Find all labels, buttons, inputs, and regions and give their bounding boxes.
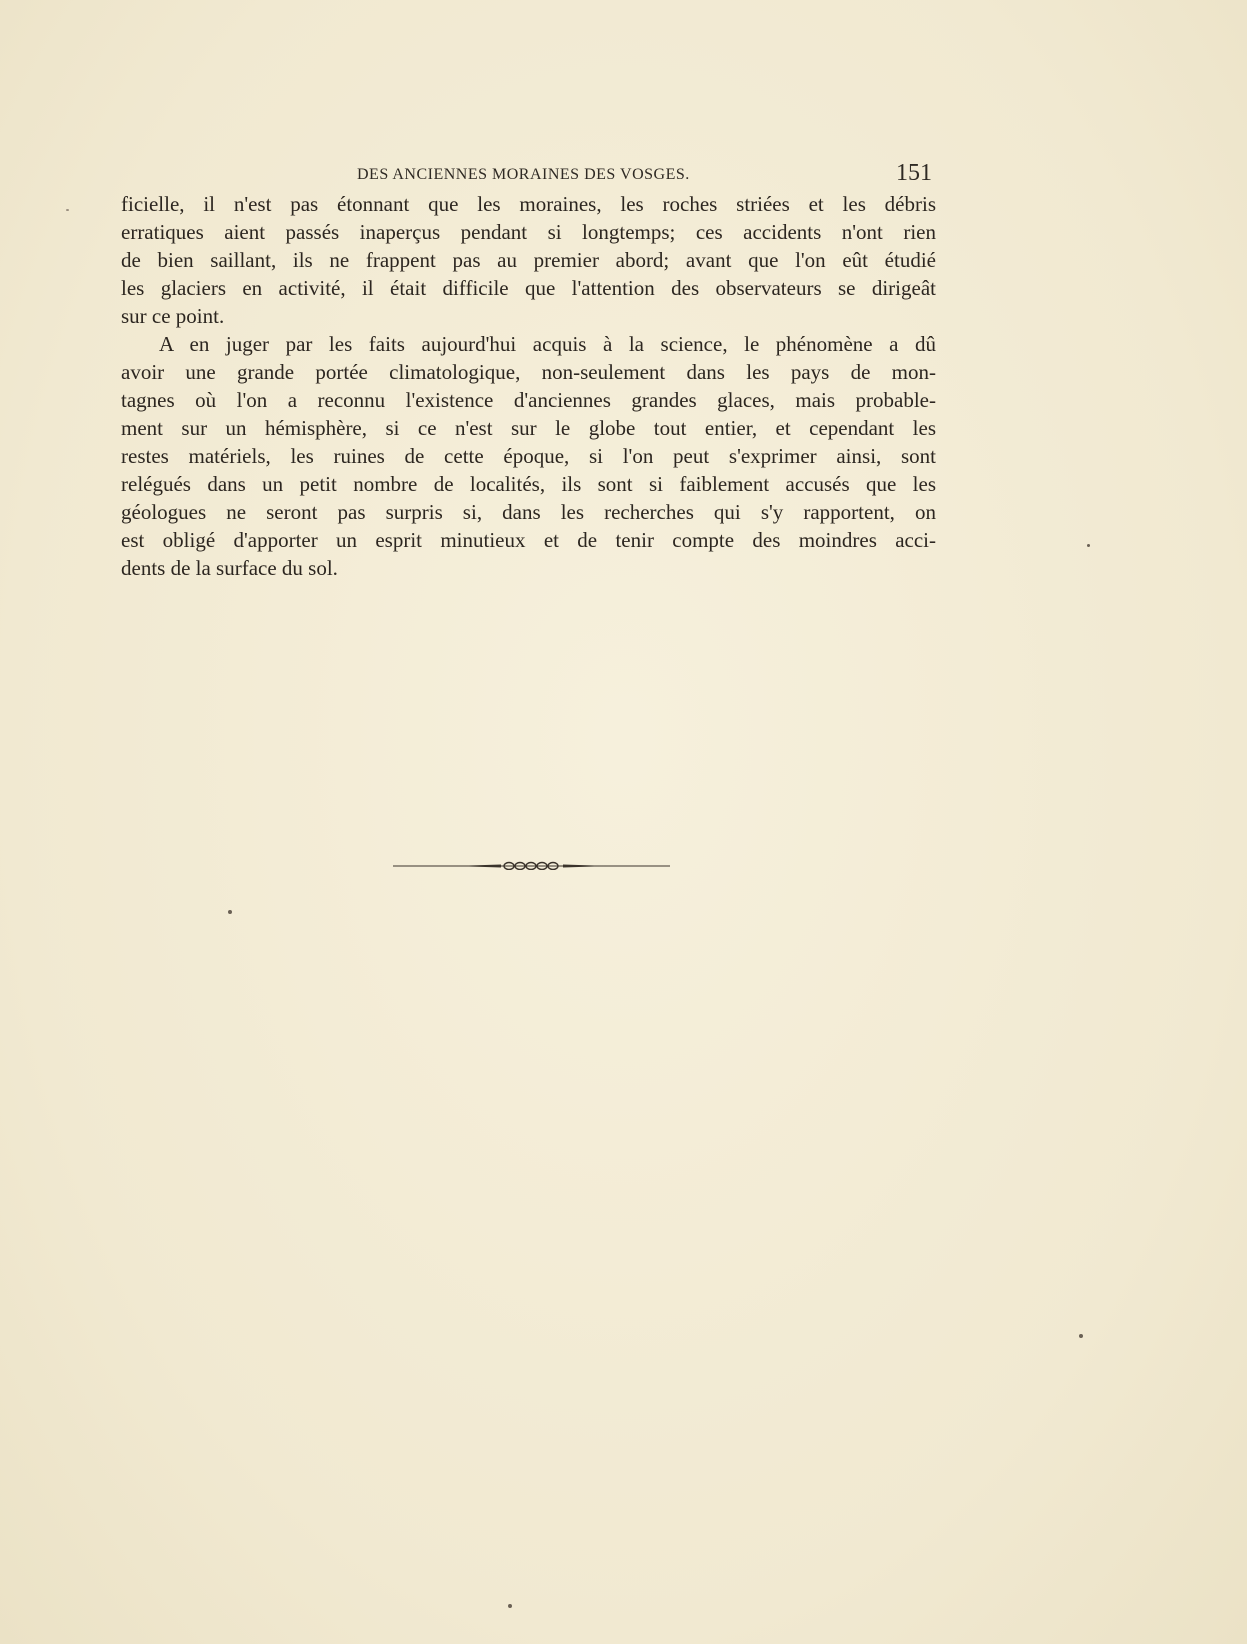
text-line: de bien saillant, ils ne frappent pas au premier abord; avant que l'on eût étudié xyxy=(121,248,936,272)
running-title: DES ANCIENNES MORAINES DES VOSGES. xyxy=(357,166,690,183)
paper-speck xyxy=(1079,1334,1083,1338)
text-line: relégués dans un petit nombre de localités, ils sont si faiblement accusés que les xyxy=(121,472,936,496)
paper-speck xyxy=(228,910,232,914)
text-line: erratiques aient passés inaperçus pendant si longtemps; ces accidents n'ont rien xyxy=(121,220,936,244)
paper-speck xyxy=(1087,544,1090,547)
paper-speck xyxy=(508,1604,512,1608)
text-line: sur ce point. xyxy=(121,304,225,328)
text-line: restes matériels, les ruines de cette époque, si l'on peut s'exprimer ainsi, sont xyxy=(121,444,936,468)
paper-speck xyxy=(66,209,69,211)
text-line: les glaciers en activité, il était difficile que l'attention des observateurs se dirigeât xyxy=(121,276,936,300)
text-line: avoir une grande portée climatologique, non-seulement dans les pays de mon- xyxy=(121,360,936,384)
running-head xyxy=(0,160,1247,190)
text-line: dents de la surface du sol. xyxy=(121,556,338,580)
body-text xyxy=(121,190,936,582)
text-line: est obligé d'apporter un esprit minutieux et de tenir compte des moindres acci- xyxy=(121,528,936,552)
page-number: 151 xyxy=(896,160,932,186)
text-line: tagnes où l'on a reconnu l'existence d'anciennes grandes glaces, mais probable- xyxy=(121,388,936,412)
text-line: A en juger par les faits aujourd'hui acquis à la science, le phénomène a dû xyxy=(159,332,936,356)
text-line: ficielle, il n'est pas étonnant que les moraines, les roches striées et les débris xyxy=(121,192,936,216)
ornament-divider xyxy=(393,858,670,870)
text-line: géologues ne seront pas surpris si, dans les recherches qui s'y rapportent, on xyxy=(121,500,936,524)
text-line: ment sur un hémisphère, si ce n'est sur le globe tout entier, et cependant les xyxy=(121,416,936,440)
